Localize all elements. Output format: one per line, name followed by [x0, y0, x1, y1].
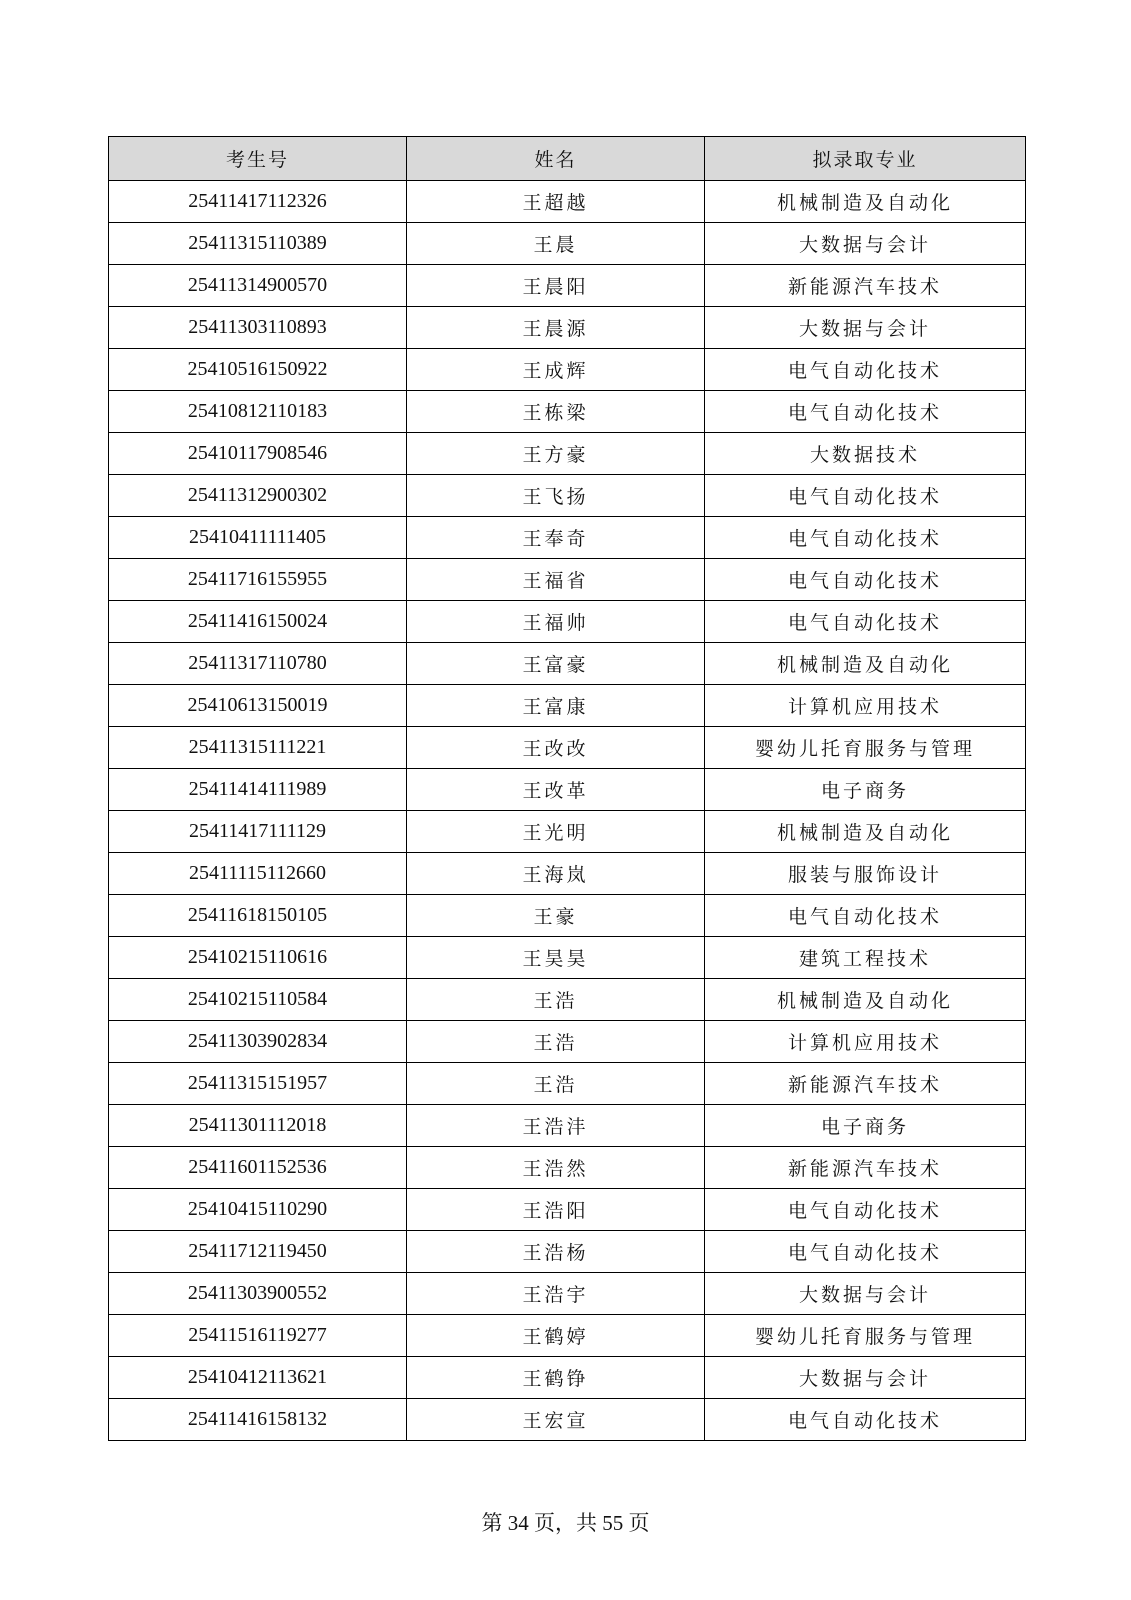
exam-number-cell: 25411301112018: [109, 1105, 407, 1147]
exam-number-cell: 25411601152536: [109, 1147, 407, 1189]
exam-number-cell: 25411618150105: [109, 895, 407, 937]
student-name-cell: 王成辉: [407, 349, 705, 391]
major-cell: 机械制造及自动化: [705, 979, 1026, 1021]
exam-number-cell: 25411414111989: [109, 769, 407, 811]
major-cell: 电气自动化技术: [705, 475, 1026, 517]
student-name-cell: 王鹤婷: [407, 1315, 705, 1357]
table-row: [109, 769, 1026, 811]
major-cell: 计算机应用技术: [705, 1021, 1026, 1063]
student-name-cell: 王浩: [407, 979, 705, 1021]
major-cell: 大数据与会计: [705, 223, 1026, 265]
major-cell: 计算机应用技术: [705, 685, 1026, 727]
student-name-cell: 王福省: [407, 559, 705, 601]
student-name-cell: 王方豪: [407, 433, 705, 475]
major-cell: 电子商务: [705, 769, 1026, 811]
student-name-cell: 王浩然: [407, 1147, 705, 1189]
table-row: [109, 979, 1026, 1021]
table-row: [109, 1189, 1026, 1231]
exam-number-cell: 25411417111129: [109, 811, 407, 853]
exam-number-cell: 25410516150922: [109, 349, 407, 391]
major-cell: 电气自动化技术: [705, 895, 1026, 937]
table-row: [109, 349, 1026, 391]
major-cell: 大数据与会计: [705, 307, 1026, 349]
exam-number-cell: 25411315110389: [109, 223, 407, 265]
exam-number-cell: 25410613150019: [109, 685, 407, 727]
exam-number-cell: 25410117908546: [109, 433, 407, 475]
major-cell: 电气自动化技术: [705, 349, 1026, 391]
student-name-cell: 王浩杨: [407, 1231, 705, 1273]
student-name-cell: 王栋梁: [407, 391, 705, 433]
exam-number-cell: 25410411111405: [109, 517, 407, 559]
table-row: [109, 475, 1026, 517]
header-name: 姓名: [407, 137, 705, 181]
exam-number-cell: 25410412113621: [109, 1357, 407, 1399]
exam-number-cell: 25411712119450: [109, 1231, 407, 1273]
student-name-cell: 王鹤铮: [407, 1357, 705, 1399]
major-cell: 大数据技术: [705, 433, 1026, 475]
table-row: [109, 1021, 1026, 1063]
exam-number-cell: 25411516119277: [109, 1315, 407, 1357]
student-name-cell: 王豪: [407, 895, 705, 937]
table-row: [109, 1063, 1026, 1105]
major-cell: 新能源汽车技术: [705, 1147, 1026, 1189]
table-row: [109, 559, 1026, 601]
table-header-row: [109, 137, 1026, 181]
major-cell: 婴幼儿托育服务与管理: [705, 727, 1026, 769]
admission-table: [108, 136, 1026, 1441]
student-name-cell: 王晨源: [407, 307, 705, 349]
table-row: [109, 1357, 1026, 1399]
exam-number-cell: 25411303900552: [109, 1273, 407, 1315]
student-name-cell: 王浩: [407, 1063, 705, 1105]
student-name-cell: 王晨: [407, 223, 705, 265]
table-row: [109, 937, 1026, 979]
exam-number-cell: 25411303110893: [109, 307, 407, 349]
student-name-cell: 王昊昊: [407, 937, 705, 979]
major-cell: 建筑工程技术: [705, 937, 1026, 979]
major-cell: 电子商务: [705, 1105, 1026, 1147]
student-name-cell: 王浩宇: [407, 1273, 705, 1315]
exam-number-cell: 25411315151957: [109, 1063, 407, 1105]
exam-number-cell: 25410215110616: [109, 937, 407, 979]
table-row: [109, 643, 1026, 685]
student-name-cell: 王改改: [407, 727, 705, 769]
major-cell: 婴幼儿托育服务与管理: [705, 1315, 1026, 1357]
student-name-cell: 王宏宣: [407, 1399, 705, 1441]
major-cell: 电气自动化技术: [705, 391, 1026, 433]
exam-number-cell: 25411416150024: [109, 601, 407, 643]
table-row: [109, 1147, 1026, 1189]
page-number: 第 34 页，共 55 页: [481, 1511, 650, 1535]
exam-number-cell: 25411317110780: [109, 643, 407, 685]
major-cell: 新能源汽车技术: [705, 1063, 1026, 1105]
table-row: [109, 685, 1026, 727]
table-row: [109, 181, 1026, 223]
student-name-cell: 王超越: [407, 181, 705, 223]
student-name-cell: 王浩: [407, 1021, 705, 1063]
exam-number-cell: 25410415110290: [109, 1189, 407, 1231]
student-name-cell: 王浩阳: [407, 1189, 705, 1231]
table-row: [109, 223, 1026, 265]
major-cell: 电气自动化技术: [705, 1189, 1026, 1231]
table-row: [109, 391, 1026, 433]
major-cell: 机械制造及自动化: [705, 643, 1026, 685]
table-row: [109, 1315, 1026, 1357]
major-cell: 电气自动化技术: [705, 601, 1026, 643]
student-name-cell: 王浩沣: [407, 1105, 705, 1147]
major-cell: 服装与服饰设计: [705, 853, 1026, 895]
table-row: [109, 727, 1026, 769]
table-row: [109, 265, 1026, 307]
major-cell: 机械制造及自动化: [705, 181, 1026, 223]
student-name-cell: 王富豪: [407, 643, 705, 685]
exam-number-cell: 25410812110183: [109, 391, 407, 433]
major-cell: 大数据与会计: [705, 1357, 1026, 1399]
table-row: [109, 853, 1026, 895]
major-cell: 新能源汽车技术: [705, 265, 1026, 307]
header-exam-number: 考生号: [109, 137, 407, 181]
exam-number-cell: 25411417112326: [109, 181, 407, 223]
table-row: [109, 1273, 1026, 1315]
exam-number-cell: 25411416158132: [109, 1399, 407, 1441]
student-name-cell: 王晨阳: [407, 265, 705, 307]
table-row: [109, 601, 1026, 643]
table-row: [109, 433, 1026, 475]
table-row: [109, 895, 1026, 937]
table-row: [109, 517, 1026, 559]
student-name-cell: 王奉奇: [407, 517, 705, 559]
exam-number-cell: 25411303902834: [109, 1021, 407, 1063]
exam-number-cell: 25411314900570: [109, 265, 407, 307]
table-row: [109, 1105, 1026, 1147]
major-cell: 电气自动化技术: [705, 517, 1026, 559]
table-row: [109, 811, 1026, 853]
exam-number-cell: 25411115112660: [109, 853, 407, 895]
major-cell: 电气自动化技术: [705, 1399, 1026, 1441]
major-cell: 电气自动化技术: [705, 559, 1026, 601]
student-name-cell: 王飞扬: [407, 475, 705, 517]
exam-number-cell: 25411312900302: [109, 475, 407, 517]
student-name-cell: 王福帅: [407, 601, 705, 643]
student-name-cell: 王富康: [407, 685, 705, 727]
table-row: [109, 1399, 1026, 1441]
table-row: [109, 1231, 1026, 1273]
student-name-cell: 王改革: [407, 769, 705, 811]
exam-number-cell: 25411315111221: [109, 727, 407, 769]
header-major: 拟录取专业: [705, 137, 1026, 181]
exam-number-cell: 25411716155955: [109, 559, 407, 601]
table-row: [109, 307, 1026, 349]
major-cell: 大数据与会计: [705, 1273, 1026, 1315]
major-cell: 机械制造及自动化: [705, 811, 1026, 853]
exam-number-cell: 25410215110584: [109, 979, 407, 1021]
student-name-cell: 王海岚: [407, 853, 705, 895]
student-name-cell: 王光明: [407, 811, 705, 853]
major-cell: 电气自动化技术: [705, 1231, 1026, 1273]
